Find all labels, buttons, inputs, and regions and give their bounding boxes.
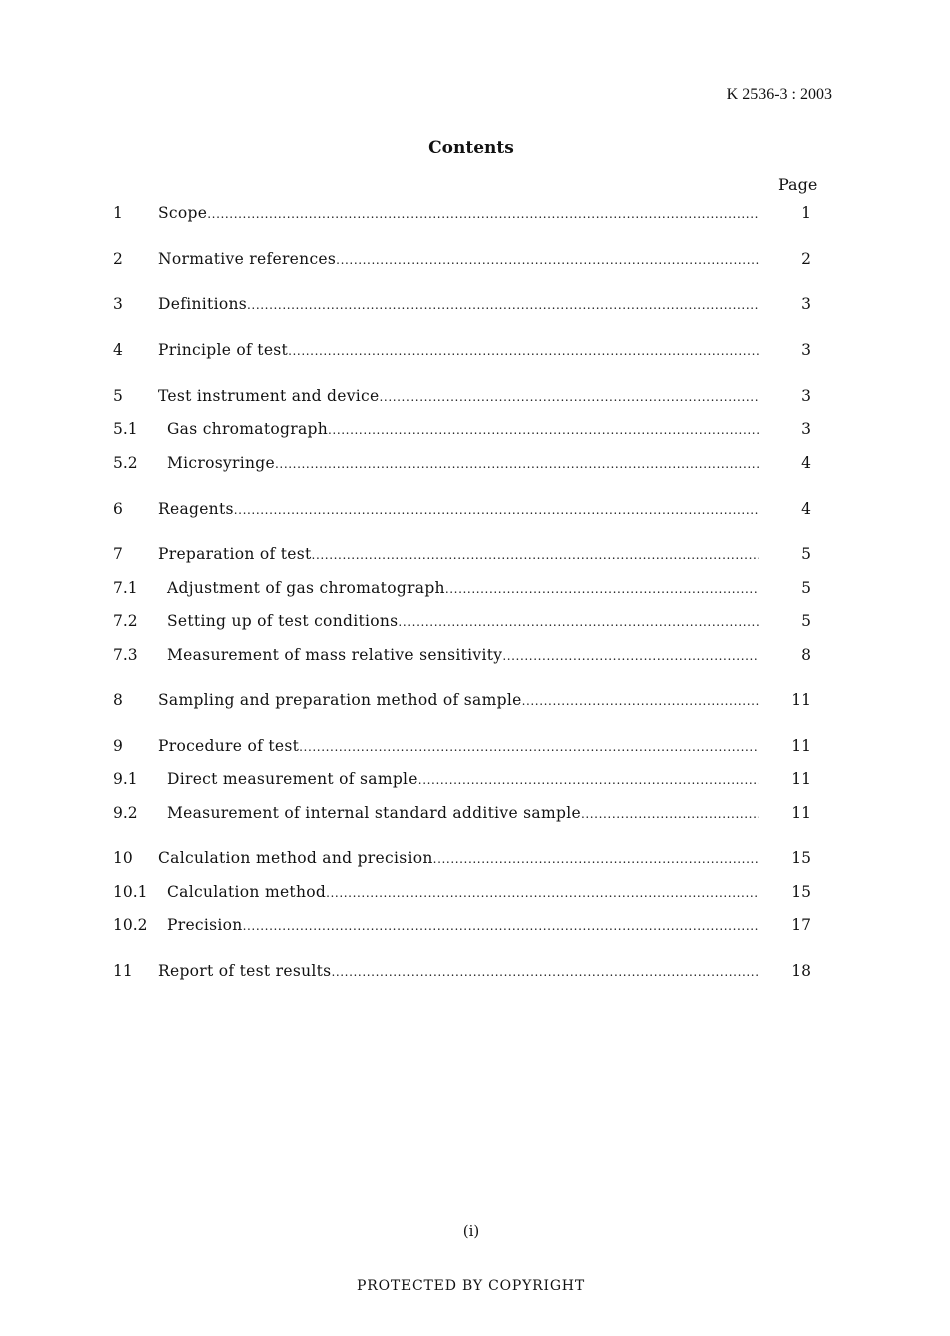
- section-title: Normative references: [158, 250, 337, 268]
- section-title: Setting up of test conditions: [167, 612, 399, 630]
- page-ref: 3: [801, 341, 811, 359]
- dot-leader: [398, 615, 759, 629]
- toc-entry[interactable]: [113, 579, 823, 599]
- page-ref: 15: [791, 849, 811, 867]
- page-ref: 5: [801, 579, 811, 597]
- page-ref: 8: [801, 646, 811, 664]
- toc-entry[interactable]: [113, 420, 823, 440]
- page-ref: 17: [791, 916, 811, 934]
- toc-entry[interactable]: [113, 612, 823, 632]
- section-number: 7.3: [113, 646, 138, 664]
- section-number: 1: [113, 204, 123, 222]
- dot-leader: [234, 503, 759, 517]
- page-ref: 4: [801, 500, 811, 518]
- page-ref: 11: [791, 737, 811, 755]
- section-title: Adjustment of gas chromatograph: [167, 579, 445, 597]
- dot-leader: [581, 807, 759, 821]
- toc-entry[interactable]: [113, 500, 823, 520]
- dot-leader: [433, 852, 759, 866]
- toc-entry[interactable]: [113, 804, 823, 824]
- page-ref: 11: [791, 691, 811, 709]
- section-number: 7.2: [113, 612, 138, 630]
- section-title: Procedure of test: [158, 737, 300, 755]
- section-title: Measurement of mass relative sensitivity: [167, 646, 503, 664]
- page-ref: 4: [801, 454, 811, 472]
- section-number: 10.1: [113, 883, 148, 901]
- toc-entry[interactable]: [113, 454, 823, 474]
- toc-entry[interactable]: [113, 962, 823, 982]
- dot-leader: [502, 649, 759, 663]
- section-number: 10: [113, 849, 133, 867]
- dot-leader: [299, 740, 759, 754]
- dot-leader: [326, 886, 759, 900]
- copyright-notice: PROTECTED BY COPYRIGHT: [357, 1278, 585, 1294]
- section-number: 9.1: [113, 770, 138, 788]
- page-number: (i): [462, 1222, 480, 1240]
- page-ref: 5: [801, 612, 811, 630]
- section-title: Preparation of test: [158, 545, 312, 563]
- section-title: Gas chromatograph: [167, 420, 328, 438]
- section-title: Sampling and preparation method of sample: [158, 691, 522, 709]
- dot-leader: [336, 253, 759, 267]
- toc-entry[interactable]: [113, 387, 823, 407]
- page-ref: 3: [801, 295, 811, 313]
- section-title: Precision: [167, 916, 243, 934]
- section-title: Microsyringe: [167, 454, 276, 472]
- section-title: Scope: [158, 204, 208, 222]
- section-number: 8: [113, 691, 123, 709]
- section-number: 7: [113, 545, 123, 563]
- toc-entry[interactable]: [113, 250, 823, 270]
- toc-entry[interactable]: [113, 916, 823, 936]
- dot-leader: [331, 965, 759, 979]
- page-ref: 1: [801, 204, 811, 222]
- toc-entry[interactable]: [113, 691, 823, 711]
- page-ref: 11: [791, 770, 811, 788]
- section-title: Report of test results: [158, 962, 332, 980]
- section-number: 7.1: [113, 579, 138, 597]
- toc-entry[interactable]: [113, 295, 823, 315]
- section-title: Reagents: [158, 500, 234, 518]
- page-ref: 3: [801, 420, 811, 438]
- dot-leader: [379, 390, 759, 404]
- dot-leader: [418, 773, 759, 787]
- dot-leader: [522, 694, 759, 708]
- page-ref: 3: [801, 387, 811, 405]
- page-ref: 2: [801, 250, 811, 268]
- section-number: 2: [113, 250, 123, 268]
- section-number: 9: [113, 737, 123, 755]
- section-title: Principle of test: [158, 341, 289, 359]
- dot-leader: [445, 582, 759, 596]
- section-number: 6: [113, 500, 123, 518]
- section-number: 11: [113, 962, 133, 980]
- page-ref: 5: [801, 545, 811, 563]
- section-number: 9.2: [113, 804, 138, 822]
- dot-leader: [243, 919, 759, 933]
- section-number: 4: [113, 341, 123, 359]
- section-title: Measurement of internal standard additive sample: [167, 804, 581, 822]
- section-title: Test instrument and device: [158, 387, 380, 405]
- toc-entry[interactable]: [113, 883, 823, 903]
- dot-leader: [207, 207, 759, 221]
- page-ref: 18: [791, 962, 811, 980]
- toc-entry[interactable]: [113, 849, 823, 869]
- toc-entry[interactable]: [113, 646, 823, 666]
- section-number: 10.2: [113, 916, 148, 934]
- section-title: Calculation method and precision: [158, 849, 433, 867]
- toc-entry[interactable]: [113, 770, 823, 790]
- section-number: 5.1: [113, 420, 138, 438]
- dot-leader: [328, 423, 759, 437]
- toc-entry[interactable]: [113, 737, 823, 757]
- page-column-label: Page: [778, 175, 818, 194]
- page-ref: 15: [791, 883, 811, 901]
- dot-leader: [312, 548, 759, 562]
- section-number: 5: [113, 387, 123, 405]
- dot-leader: [288, 344, 759, 358]
- section-title: Definitions: [158, 295, 247, 313]
- section-number: 5.2: [113, 454, 138, 472]
- section-title: Direct measurement of sample: [167, 770, 418, 788]
- toc-entry[interactable]: [113, 204, 823, 224]
- section-number: 3: [113, 295, 123, 313]
- dot-leader: [275, 457, 759, 471]
- page-ref: 11: [791, 804, 811, 822]
- toc-entry[interactable]: [113, 545, 823, 565]
- page-title: Contents: [428, 138, 514, 158]
- dot-leader: [247, 298, 759, 312]
- standard-id: K 2536-3 : 2003: [726, 86, 832, 103]
- section-title: Calculation method: [167, 883, 327, 901]
- toc-entry[interactable]: [113, 341, 823, 361]
